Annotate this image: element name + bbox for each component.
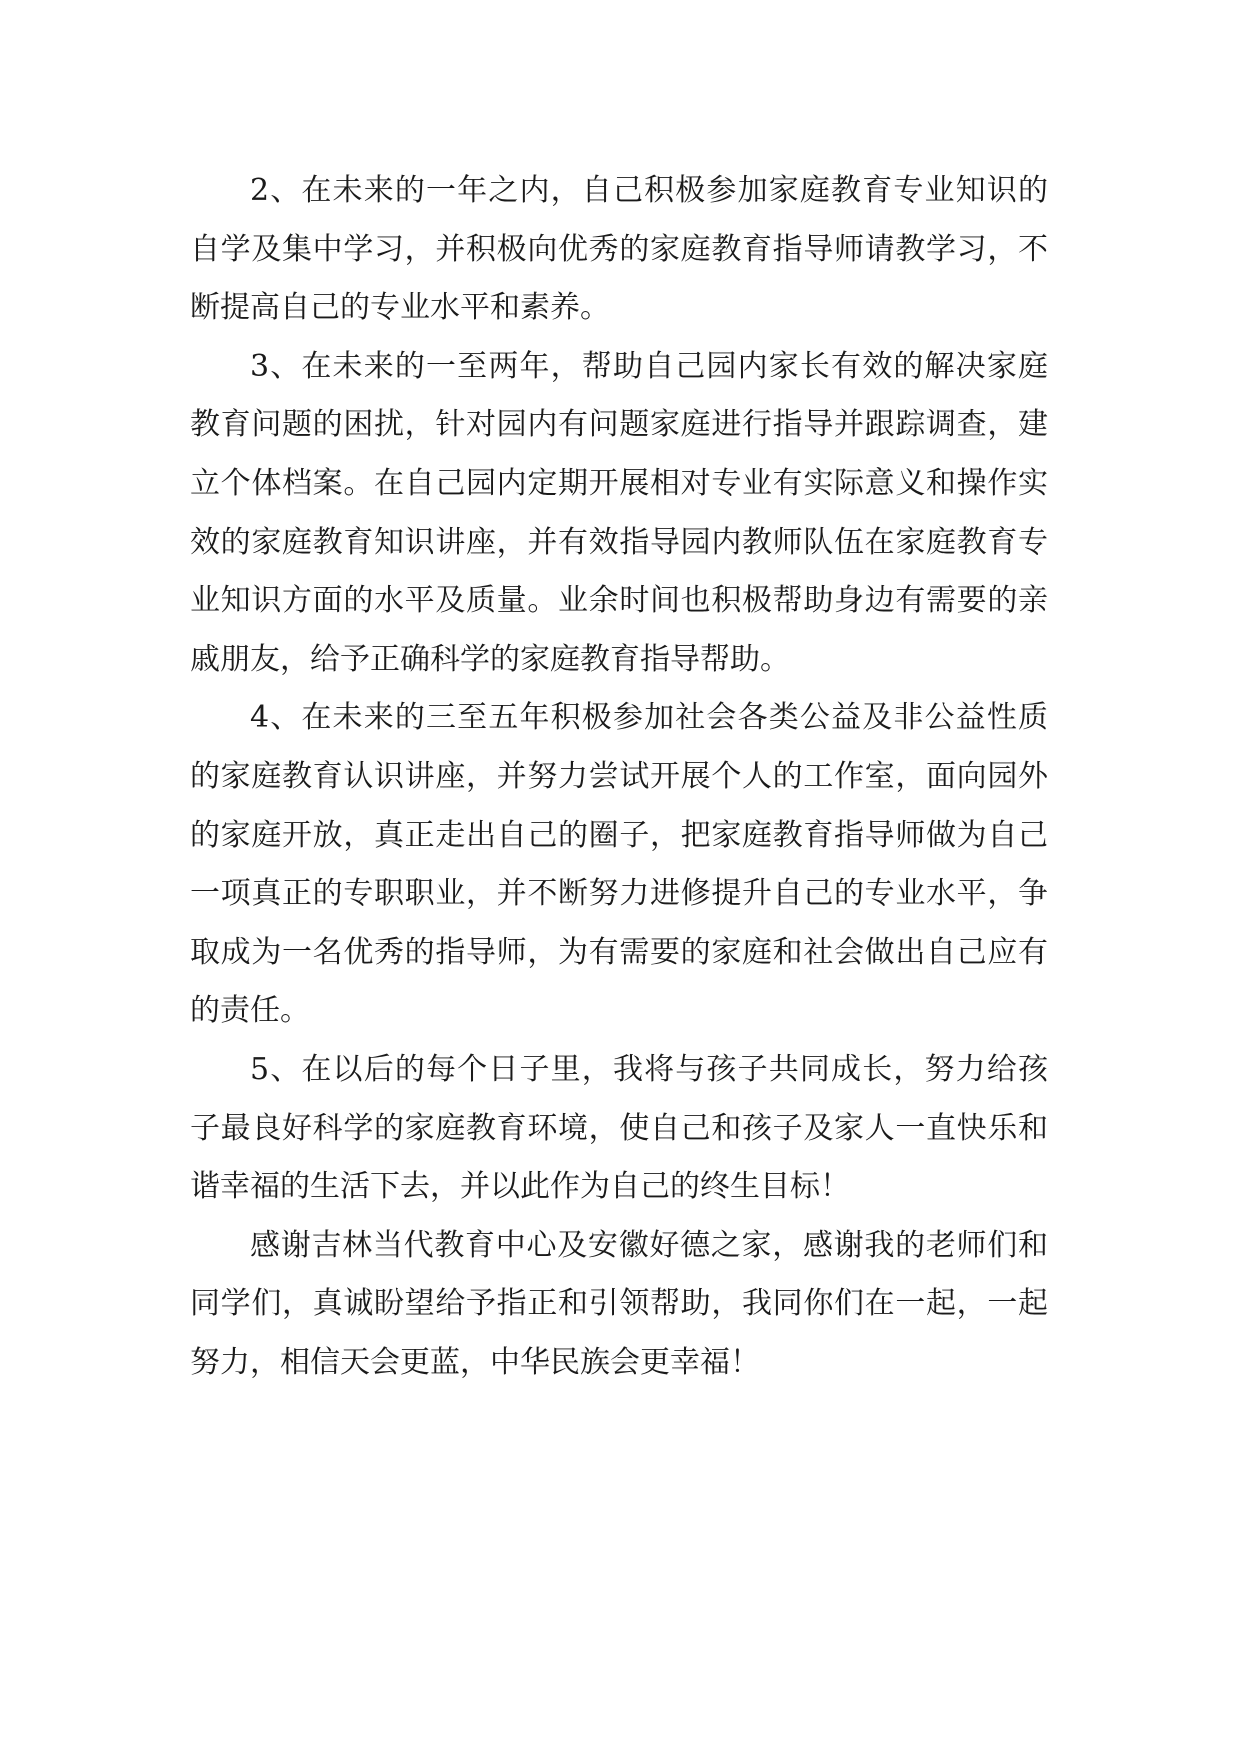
- paragraph-thanks: 感谢吉林当代教育中心及安徽好德之家，感谢我的老师们和同学们，真诚盼望给予指正和引领帮助，我同你们在一起，一起努力，相信天会更蓝，中华民族会更幸福！: [190, 1227, 1048, 1380]
- document-body: [190, 162, 1048, 1392]
- paragraph-goal-4: 4、在未来的三至五年积极参加社会各类公益及非公益性质的家庭教育认识讲座，并努力尝试开展个人的工作室，面向园外的家庭开放，真正走出自己的圈子，把家庭教育指导师做为自己一项真正的专职职业，并不断努力进修提升自己的专业水平，争取成为一名优秀的指导师，为有需要的家庭和社会做出自己应有的责任。: [190, 700, 1048, 1029]
- paragraph-goal-2: 2、在未来的一年之内，自己积极参加家庭教育专业知识的自学及集中学习，并积极向优秀的家庭教育指导师请教学习，不断提高自己的专业水平和素养。: [190, 173, 1048, 326]
- paragraph-goal-3: 3、在未来的一至两年，帮助自己园内家长有效的解决家庭教育问题的困扰，针对园内有问题家庭进行指导并跟踪调查，建立个体档案。在自己园内定期开展相对专业有实际意义和操作实效的家庭教育知识讲座，并有效指导园内教师队伍在家庭教育专业知识方面的水平及质量。业余时间也积极帮助身边有需要的亲戚朋友，给予正确科学的家庭教育指导帮助。: [190, 348, 1048, 677]
- paragraph-goal-5: 5、在以后的每个日子里，我将与孩子共同成长，努力给孩子最良好科学的家庭教育环境，使自己和孩子及家人一直快乐和谐幸福的生活下去，并以此作为自己的终生目标！: [190, 1051, 1048, 1205]
